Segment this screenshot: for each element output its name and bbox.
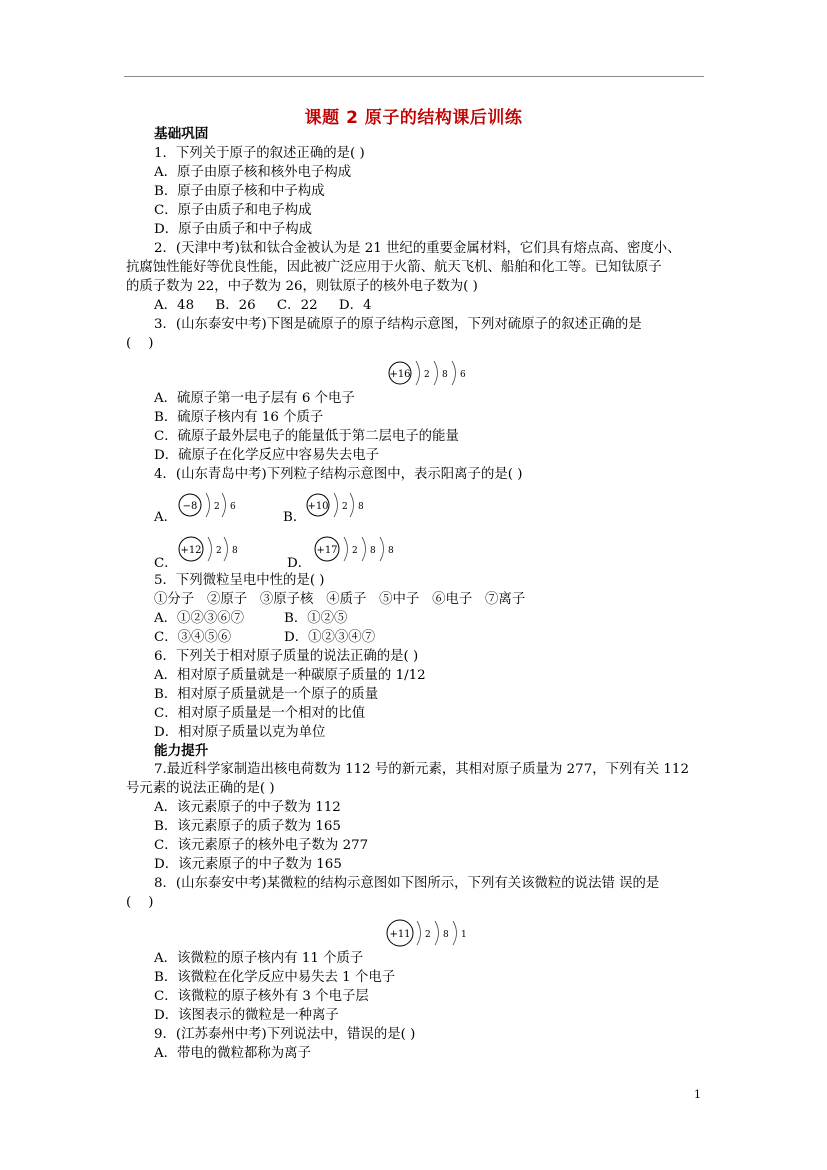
- q6-option-d: D．相对原子质量以克为单位: [154, 725, 326, 740]
- q7-option-d: D．该元素原子的中子数为 165: [154, 857, 342, 872]
- q9-option-a: A．带电的微粒都称为离子: [154, 1046, 311, 1061]
- ion-diagram-svg: [314, 534, 396, 564]
- shell-count: 2: [342, 502, 348, 512]
- q5-option-d: D．①②③④⑦: [284, 630, 376, 645]
- q7-option-b: B．该元素原子的质子数为 165: [154, 819, 341, 834]
- q9-stem: 9．(江苏泰州中考)下列说法中，错误的是( ): [154, 1027, 416, 1042]
- shell-arc: [416, 361, 420, 385]
- shell-count: 8: [442, 370, 448, 380]
- q1-option-c: C．原子由质子和电子构成: [154, 203, 312, 218]
- q6-option-b: B．相对原子质量就是一个原子的质量: [154, 687, 379, 702]
- nucleus-label: +17: [316, 545, 338, 556]
- page-number: 1: [694, 1088, 701, 1101]
- q3-stem-line2: ( ): [126, 336, 154, 351]
- section-advanced: 能力提升: [154, 743, 209, 759]
- q3-option-c: C．硫原子最外层电子的能量低于第二层电子的能量: [154, 429, 459, 444]
- q7-stem-line2: 号元素的说法正确的是( ): [126, 781, 275, 796]
- shell-count: 8: [388, 546, 394, 556]
- shell-count: 8: [443, 930, 449, 940]
- shell-arc: [453, 921, 457, 945]
- shell-arc: [350, 493, 354, 517]
- shell-arc: [224, 537, 228, 561]
- q6-option-c: C．相对原子质量是一个相对的比值: [154, 706, 366, 721]
- atom-diagram-svg: [386, 918, 466, 948]
- q6-stem: 6．下列关于相对原子质量的说法正确的是( ): [154, 649, 419, 664]
- shell-count: 2: [214, 502, 220, 512]
- shell-arc: [362, 537, 366, 561]
- ion-diagram-d: [314, 534, 396, 564]
- ion-diagram-svg: [178, 490, 238, 520]
- q2-stem-line2: 抗腐蚀性能好等优良性能，因此被广泛应用于火箭、航天飞机、船舶和化工等。已知钛原子: [126, 260, 662, 275]
- shell-count: 8: [370, 546, 376, 556]
- q8-option-b: B．该微粒在化学反应中易失去 1 个电子: [154, 970, 396, 985]
- page-title: 课题 2 原子的结构课后训练: [304, 108, 523, 128]
- q2-stem-line3: 的质子数为 22，中子数为 26，则钛原子的核外电子数为( ): [126, 279, 478, 294]
- q5-stem: 5．下列微粒呈电中性的是( ): [154, 573, 325, 588]
- q1-option-a: A．原子由原子核和核外电子构成: [154, 165, 352, 180]
- shell-arc: [222, 493, 226, 517]
- q8-stem-line2: ( ): [126, 895, 154, 910]
- shell-count: 2: [424, 370, 430, 380]
- shell-arc: [452, 361, 456, 385]
- atom-diagram-sulfur: [388, 358, 468, 388]
- ion-diagram-a: [178, 490, 238, 520]
- shell-arc: [334, 493, 338, 517]
- shell-count: 2: [352, 546, 358, 556]
- q8-option-a: A．该微粒的原子核内有 11 个质子: [154, 951, 364, 966]
- ion-diagram-c: [178, 534, 240, 564]
- ion-diagram-b: [306, 490, 366, 520]
- q3-option-d: D．硫原子在化学反应中容易失去电子: [154, 448, 379, 463]
- shell-arc: [208, 537, 212, 561]
- nucleus-label: +12: [180, 545, 202, 556]
- section-basic: 基础巩固: [154, 126, 209, 142]
- atom-diagram-svg: [388, 358, 468, 388]
- shell-arc: [344, 537, 348, 561]
- shell-arc: [434, 361, 438, 385]
- q6-option-a: A．相对原子质量就是一种碳原子质量的 1/12: [154, 668, 426, 683]
- shell-count: 8: [358, 502, 364, 512]
- nucleus-label: −8: [182, 501, 198, 512]
- shell-count: 1: [461, 930, 467, 940]
- q5-option-c: C．③④⑤⑥: [154, 630, 232, 645]
- q8-option-c: C．该微粒的原子核外有 3 个电子层: [154, 989, 369, 1004]
- q4-option-d-label: D．: [287, 556, 312, 571]
- q1-option-d: D．原子由质子和中子构成: [154, 222, 313, 237]
- shell-count: 2: [425, 930, 431, 940]
- q1-stem: 1．下列关于原子的叙述正确的是( ): [154, 146, 365, 161]
- shell-count: 6: [230, 502, 236, 512]
- q4-option-a-label: A．: [154, 510, 178, 525]
- q7-option-c: C．该元素原子的核外电子数为 277: [154, 838, 369, 853]
- shell-arc: [435, 921, 439, 945]
- q2-stem-line1: 2．(天津中考)钛和钛合金被认为是 21 世纪的重要金属材料，它们具有熔点高、密度小、: [154, 241, 681, 256]
- q4-option-c-label: C．: [154, 556, 178, 571]
- q3-option-b: B．硫原子核内有 16 个质子: [154, 410, 324, 425]
- q3-stem-line1: 3．(山东泰安中考)下图是硫原子的原子结构示意图，下列对硫原子的叙述正确的是: [154, 317, 642, 332]
- q2-options: A．48 B．26 C．22 D．4: [154, 298, 372, 313]
- header-rule: [124, 76, 704, 77]
- q3-option-a: A．硫原子第一电子层有 6 个电子: [154, 391, 355, 406]
- shell-arc: [417, 921, 421, 945]
- q8-option-d: D．该图表示的微粒是一种离子: [154, 1008, 339, 1023]
- q7-option-a: A．该元素原子的中子数为 112: [154, 800, 341, 815]
- shell-arc: [206, 493, 210, 517]
- ion-diagram-svg: [306, 490, 366, 520]
- shell-count: 2: [216, 546, 222, 556]
- q1-option-b: B．原子由原子核和中子构成: [154, 184, 325, 199]
- nucleus-label: +11: [389, 929, 411, 940]
- q5-items: ①分子 ②原子 ③原子核 ④质子 ⑤中子 ⑥电子 ⑦离子: [154, 592, 526, 607]
- shell-count: 8: [232, 546, 238, 556]
- q8-stem-line1: 8．(山东泰安中考)某微粒的结构示意图如下图所示，下列有关该微粒的说法错 误的是: [154, 876, 660, 891]
- atom-diagram-sodium: [386, 918, 466, 948]
- q5-option-a: A．①②③⑥⑦: [154, 611, 245, 626]
- ion-diagram-svg: [178, 534, 240, 564]
- q7-stem-line1: 7.最近科学家制造出核电荷数为 112 号的新元素，其相对原子质量为 277，下列有关 112: [154, 762, 689, 777]
- q4-option-b-label: B．: [283, 510, 307, 525]
- nucleus-label: +10: [307, 501, 329, 512]
- shell-arc: [380, 537, 384, 561]
- q5-option-b: B．①②⑤: [284, 611, 348, 626]
- shell-count: 6: [460, 370, 466, 380]
- nucleus-label: +16: [389, 369, 411, 380]
- q4-stem: 4．(山东青岛中考)下列粒子结构示意图中，表示阳离子的是( ): [154, 467, 523, 482]
